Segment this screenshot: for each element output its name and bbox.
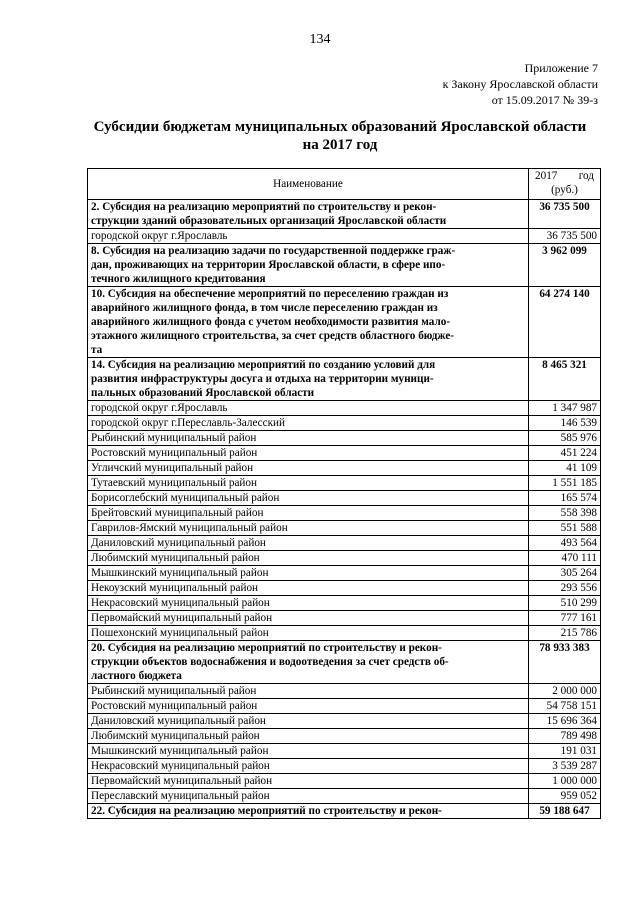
amount-cell: 451 224 — [529, 446, 601, 461]
table-row — [88, 566, 601, 581]
cell-text-line: аварийного жилищного фонда, в том числе переселению граждан из — [91, 302, 438, 314]
appendix-line: к Закону Ярославской области — [442, 77, 598, 91]
amount-cell: 3 539 287 — [529, 759, 601, 774]
subsidy-total-amount: 3 962 099 — [529, 244, 601, 287]
column-header-amount — [529, 169, 601, 200]
subsidy-table — [87, 168, 601, 819]
cell-text-line: Первомайский муниципальный район — [91, 612, 273, 624]
municipality-name — [88, 626, 529, 641]
cell-text-line: аварийного жилищного фонда с учетом необходимости развития мало- — [91, 316, 451, 328]
municipality-name — [88, 446, 529, 461]
cell-text-line: Некрасовский муниципальный район — [91, 760, 270, 772]
amount-cell: 493 564 — [529, 536, 601, 551]
table-row — [88, 446, 601, 461]
cell-text-line: Любимский муниципальный район — [91, 730, 260, 742]
cell-text-line: Рыбинский муниципальный район — [91, 432, 257, 444]
cell-text-line: Даниловский муниципальный район — [91, 537, 266, 549]
subsidy-section-title — [88, 804, 529, 819]
subsidy-section-row — [88, 641, 601, 684]
table-row — [88, 789, 601, 804]
table-row — [88, 684, 601, 699]
cell-text-line: Некрасовский муниципальный район — [91, 597, 270, 609]
cell-text-line: Ростовский муниципальный район — [91, 700, 258, 712]
municipality-name — [88, 506, 529, 521]
document-title — [60, 118, 620, 154]
amount-cell: 1 000 000 — [529, 774, 601, 789]
table-row — [88, 714, 601, 729]
amount-cell: 305 264 — [529, 566, 601, 581]
cell-text-line: Рыбинский муниципальный район — [91, 685, 257, 697]
table-row — [88, 461, 601, 476]
municipality-name — [88, 581, 529, 596]
amount-cell: 146 539 — [529, 416, 601, 431]
table-row — [88, 744, 601, 759]
municipality-name — [88, 714, 529, 729]
table-row — [88, 596, 601, 611]
amount-cell: 15 696 364 — [529, 714, 601, 729]
cell-text-line: Первомайский муниципальный район — [91, 775, 273, 787]
cell-text-line: струкции зданий образовательных организаций Ярославской области — [91, 215, 447, 227]
table-row — [88, 401, 601, 416]
table-row — [88, 476, 601, 491]
subsidy-total-amount: 64 274 140 — [529, 287, 601, 358]
column-header-name: Наименование — [88, 169, 529, 200]
municipality-name — [88, 684, 529, 699]
municipality-name — [88, 729, 529, 744]
cell-text-line: 10. Субсидия на обеспечение мероприятий по переселению граждан из — [91, 288, 449, 300]
cell-text-line: городской округ г.Ярославль — [91, 402, 228, 414]
municipality-name — [88, 476, 529, 491]
amount-cell: 558 398 — [529, 506, 601, 521]
amount-cell: 293 556 — [529, 581, 601, 596]
table-row — [88, 491, 601, 506]
cell-text-line: пальных образований Ярославской области — [91, 387, 315, 399]
cell-text-line: Гаврилов-Ямский муниципальный район — [91, 522, 288, 534]
cell-text-line: ластного бюджета — [91, 670, 182, 682]
cell-text-line: 20. Субсидия на реализацию мероприятий по строительству и рекон- — [91, 642, 442, 654]
cell-text-line: Любимский муниципальный район — [91, 552, 260, 564]
cell-text-line: Брейтовский муниципальный район — [91, 507, 264, 519]
municipality-name — [88, 774, 529, 789]
cell-text-line: та — [91, 344, 103, 356]
subsidy-total-amount: 59 188 647 — [529, 804, 601, 819]
table-row — [88, 431, 601, 446]
appendix-line: Приложение 7 — [524, 61, 598, 75]
amount-cell: 54 758 151 — [529, 699, 601, 714]
title-line: Субсидии бюджетам муниципальных образований Ярославской области — [93, 119, 587, 135]
appendix-reference — [443, 60, 598, 108]
table-row — [88, 229, 601, 244]
cell-text-line: Переславский муниципальный район — [91, 790, 270, 802]
amount-cell: 510 299 — [529, 596, 601, 611]
table-row — [88, 416, 601, 431]
amount-cell: 2 000 000 — [529, 684, 601, 699]
cell-text-line: дан, проживающих на территории Ярославской области, в сфере ипо- — [91, 259, 446, 271]
municipality-name — [88, 416, 529, 431]
municipality-name — [88, 566, 529, 581]
table-row — [88, 774, 601, 789]
amount-cell: 215 786 — [529, 626, 601, 641]
cell-text-line: 8. Субсидия на реализацию задачи по государственной поддержке граж- — [91, 245, 456, 257]
municipality-name — [88, 491, 529, 506]
municipality-name — [88, 744, 529, 759]
cell-text-line: течного жилищного кредитования — [91, 273, 266, 285]
cell-text-line: Ростовский муниципальный район — [91, 447, 258, 459]
cell-text-line: Мышкинский муниципальный район — [91, 567, 269, 579]
table-row — [88, 759, 601, 774]
table-row — [88, 626, 601, 641]
subsidy-section-row — [88, 287, 601, 358]
subsidy-section-title — [88, 200, 529, 229]
amount-cell: 191 031 — [529, 744, 601, 759]
header-year: 2017 — [535, 170, 558, 182]
cell-text-line: этажного жилищного строительства, за счет средств областного бюдже- — [91, 330, 455, 342]
subsidy-total-amount: 8 465 321 — [529, 358, 601, 401]
municipality-name — [88, 699, 529, 714]
cell-text-line: развития инфраструктуры досуга и отдыха на территории муници- — [91, 373, 434, 385]
cell-text-line: 22. Субсидия на реализацию мероприятий по строительству и рекон- — [91, 805, 442, 817]
header-year-word: год — [578, 170, 594, 182]
amount-cell: 585 976 — [529, 431, 601, 446]
table-row — [88, 551, 601, 566]
subsidy-total-amount: 36 735 500 — [529, 200, 601, 229]
amount-cell: 777 161 — [529, 611, 601, 626]
cell-text-line: городской округ г.Переславль-Залесский — [91, 417, 286, 429]
amount-cell: 470 111 — [529, 551, 601, 566]
subsidy-section-title — [88, 244, 529, 287]
amount-cell: 959 052 — [529, 789, 601, 804]
page-number: 134 — [309, 32, 331, 47]
municipality-name — [88, 551, 529, 566]
subsidy-section-row — [88, 804, 601, 819]
cell-text-line: Даниловский муниципальный район — [91, 715, 266, 727]
cell-text-line: струкции объектов водоснабжения и водоотведения за счет средств об- — [91, 656, 449, 668]
municipality-name — [88, 759, 529, 774]
municipality-name — [88, 611, 529, 626]
table-row — [88, 699, 601, 714]
amount-cell: 789 498 — [529, 729, 601, 744]
cell-text-line: Борисоглебский муниципальный район — [91, 492, 280, 504]
municipality-name — [88, 789, 529, 804]
subsidy-total-amount: 78 933 383 — [529, 641, 601, 684]
table-header-row — [88, 169, 601, 200]
subsidy-section-title — [88, 358, 529, 401]
cell-text-line: Пошехонский муниципальный район — [91, 627, 269, 639]
municipality-name — [88, 596, 529, 611]
table-row — [88, 521, 601, 536]
subsidy-section-title — [88, 287, 529, 358]
cell-text-line: Угличский муниципальный район — [91, 462, 254, 474]
cell-text-line: Тутаевский муниципальный район — [91, 477, 257, 489]
amount-cell: 36 735 500 — [529, 229, 601, 244]
amount-cell: 1 347 987 — [529, 401, 601, 416]
amount-cell: 1 551 185 — [529, 476, 601, 491]
municipality-name — [88, 536, 529, 551]
municipality-name — [88, 401, 529, 416]
cell-text-line: Мышкинский муниципальный район — [91, 745, 269, 757]
table-row — [88, 536, 601, 551]
subsidy-section-row — [88, 200, 601, 229]
municipality-name — [88, 431, 529, 446]
table-row — [88, 729, 601, 744]
municipality-name — [88, 461, 529, 476]
amount-cell: 165 574 — [529, 491, 601, 506]
amount-cell: 41 109 — [529, 461, 601, 476]
table-body — [88, 200, 601, 819]
table-row — [88, 506, 601, 521]
subsidy-section-title — [88, 641, 529, 684]
municipality-name — [88, 521, 529, 536]
subsidy-section-row — [88, 244, 601, 287]
cell-text-line: городской округ г.Ярославль — [91, 230, 228, 242]
table-row — [88, 581, 601, 596]
table-row — [88, 611, 601, 626]
cell-text-line: Некоузский муниципальный район — [91, 582, 259, 594]
appendix-line: от 15.09.2017 № 39-з — [491, 93, 598, 107]
header-unit: (руб.) — [551, 184, 578, 196]
title-line: на 2017 год — [302, 137, 378, 153]
cell-text-line: 14. Субсидия на реализацию мероприятий по созданию условий для — [91, 359, 436, 371]
municipality-name — [88, 229, 529, 244]
cell-text-line: 2. Субсидия на реализацию мероприятий по строительству и рекон- — [91, 201, 437, 213]
amount-cell: 551 588 — [529, 521, 601, 536]
subsidy-section-row — [88, 358, 601, 401]
